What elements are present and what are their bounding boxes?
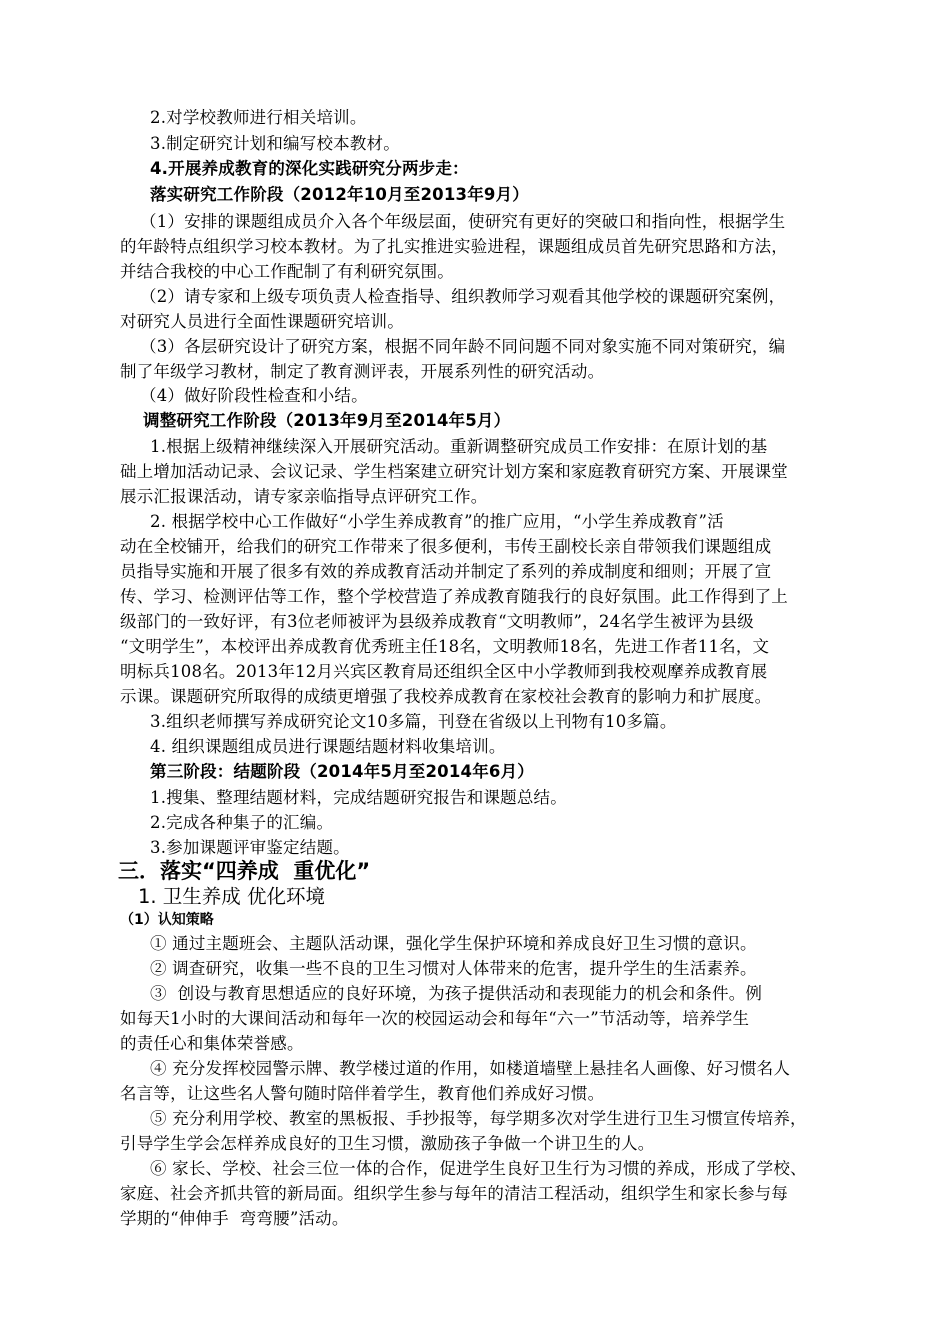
paragraph-line: （1）安排的课题组成员介入各个年级层面，使研究有更好的突破口和指向性，根据学生 — [140, 212, 786, 231]
paragraph-line: 1.根据上级精神继续深入开展研究活动。重新调整研究成员工作安排：在原计划的基 — [150, 437, 768, 456]
paragraph-line: （3）各层研究设计了研究方案，根据不同年龄不同问题不同对象实施不同对策研究，编 — [140, 337, 786, 356]
paragraph-line: 级部门的一致好评，有3位老师被评为县级养成教育“文明教师”，24名学生被评为县级 — [120, 612, 754, 631]
list-item-4: ④ 充分发挥校园警示牌、教学楼过道的作用，如楼道墙壁上悬挂名人画像、好习惯名人 — [150, 1059, 791, 1078]
paragraph-line: 的责任心和集体荣誉感。 — [120, 1034, 304, 1053]
list-item-6: ⑥ 家长、学校、社会三位一体的合作，促进学生良好卫生行为习惯的养成，形成了学校、 — [150, 1159, 807, 1178]
paragraph-line: 础上增加活动记录、会议记录、学生档案建立研究计划方案和家庭教育研究方案、开展课堂 — [120, 462, 788, 481]
paragraph-line: 并结合我校的中心工作配制了有利研究氛围。 — [120, 262, 454, 281]
list-item-report: 1.搜集、整理结题材料，完成结题研究报告和课题总结。 — [150, 788, 567, 807]
paragraph-line: 传、学习、检测评估等工作，整个学校营造了养成教育随我行的良好氛围。此工作得到了上 — [120, 587, 788, 606]
subsection-heading-hygiene: 1. 卫生养成 优化环境 — [138, 885, 326, 908]
heading-stage-adjust: 调整研究工作阶段（2013年9月至2014年5月） — [143, 411, 511, 430]
paragraph-line: 展示汇报课活动，请专家亲临指导点评研究工作。 — [120, 487, 488, 506]
heading-stage-implement: 落实研究工作阶段（2012年10月至2013年9月） — [150, 185, 529, 204]
paragraph-line: 的年龄特点组织学习校本教材。为了扎实推进实验进程，课题组成员首先研究思路和方法， — [120, 237, 788, 256]
paragraph-line: 如每天1小时的大课间活动和每年一次的校园运动会和每年“六一”节活动等，培养学生 — [120, 1009, 750, 1028]
paragraph-line: 明标兵108名。2013年12月兴宾区教育局还组织全区中小学教师到我校观摩养成教育展 — [120, 662, 768, 681]
paragraph-line: （4）做好阶段性检查和小结。 — [140, 386, 368, 405]
list-item-5: ⑤ 充分利用学校、教室的黑板报、手抄报等，每学期多次对学生进行卫生习惯宣传培养， — [150, 1109, 807, 1128]
heading-two-steps: 4.开展养成教育的深化实践研究分两步走： — [150, 159, 469, 178]
list-item-1: ① 通过主题班会、主题队活动课，强化学生保护环境和养成良好卫生习惯的意识。 — [150, 934, 757, 953]
paragraph-line: 制了年级学习教材，制定了教育测评表，开展系列性的研究活动。 — [120, 362, 605, 381]
section-heading-three: 三．落实“四养成 重优化” — [118, 859, 371, 883]
paragraph-line: 学期的“伸伸手 弯弯腰”活动。 — [120, 1209, 349, 1228]
paragraph-line: 2. 根据学校中心工作做好“小学生养成教育”的推广应用，“小学生养成教育”活 — [150, 512, 724, 531]
list-item-training: 2.对学校教师进行相关培训。 — [150, 108, 367, 127]
list-item-3: ③ 创设与教育思想适应的良好环境，为孩子提供活动和表现能力的机会和条件。例 — [150, 984, 763, 1003]
paragraph-line: “文明学生”，本校评出养成教育优秀班主任18名，文明教师18名，先进工作者11名，文 — [120, 637, 770, 656]
list-item-review: 3.参加课题评审鉴定结题。 — [150, 838, 350, 857]
heading-stage-conclude: 第三阶段：结题阶段（2014年5月至2014年6月） — [150, 762, 535, 781]
paragraph-line: 名言等，让这些名人警句随时陪伴着学生，教育他们养成好习惯。 — [120, 1084, 605, 1103]
paragraph-line: 对研究人员进行全面性课题研究培训。 — [120, 312, 404, 331]
list-item-collection: 4. 组织课题组成员进行课题结题材料收集培训。 — [150, 737, 506, 756]
list-item-compile: 2.完成各种集子的汇编。 — [150, 813, 334, 832]
paragraph-line: 动在全校铺开，给我们的研究工作带来了很多便利，韦传王副校长亲自带领我们课题组成 — [120, 537, 772, 556]
list-item-plan: 3.制定研究计划和编写校本教材。 — [150, 134, 400, 153]
paragraph-line: 引导学生学会怎样养成良好的卫生习惯，激励孩子争做一个讲卫生的人。 — [120, 1134, 655, 1153]
list-item-2: ② 调查研究，收集一些不良的卫生习惯对人体带来的危害，提升学生的生活素养。 — [150, 959, 757, 978]
paragraph-line: 员指导实施和开展了很多有效的养成教育活动并制定了系列的养成制度和细则；开展了宣 — [120, 562, 772, 581]
paragraph-line: （2）请专家和上级专项负责人检查指导、组织教师学习观看其他学校的课题研究案例， — [140, 287, 786, 306]
paragraph-line: 家庭、社会齐抓共管的新局面。组织学生参与每年的清洁工程活动，组织学生和家长参与每 — [120, 1184, 788, 1203]
paragraph-line: 示课。课题研究所取得的成绩更增强了我校养成教育在家校社会教育的影响力和扩展度。 — [120, 687, 772, 706]
subheading-cognitive-strategy: （1）认知策略 — [120, 912, 214, 928]
list-item-papers: 3.组织老师撰写养成研究论文10多篇，刊登在省级以上刊物有10多篇。 — [150, 712, 677, 731]
